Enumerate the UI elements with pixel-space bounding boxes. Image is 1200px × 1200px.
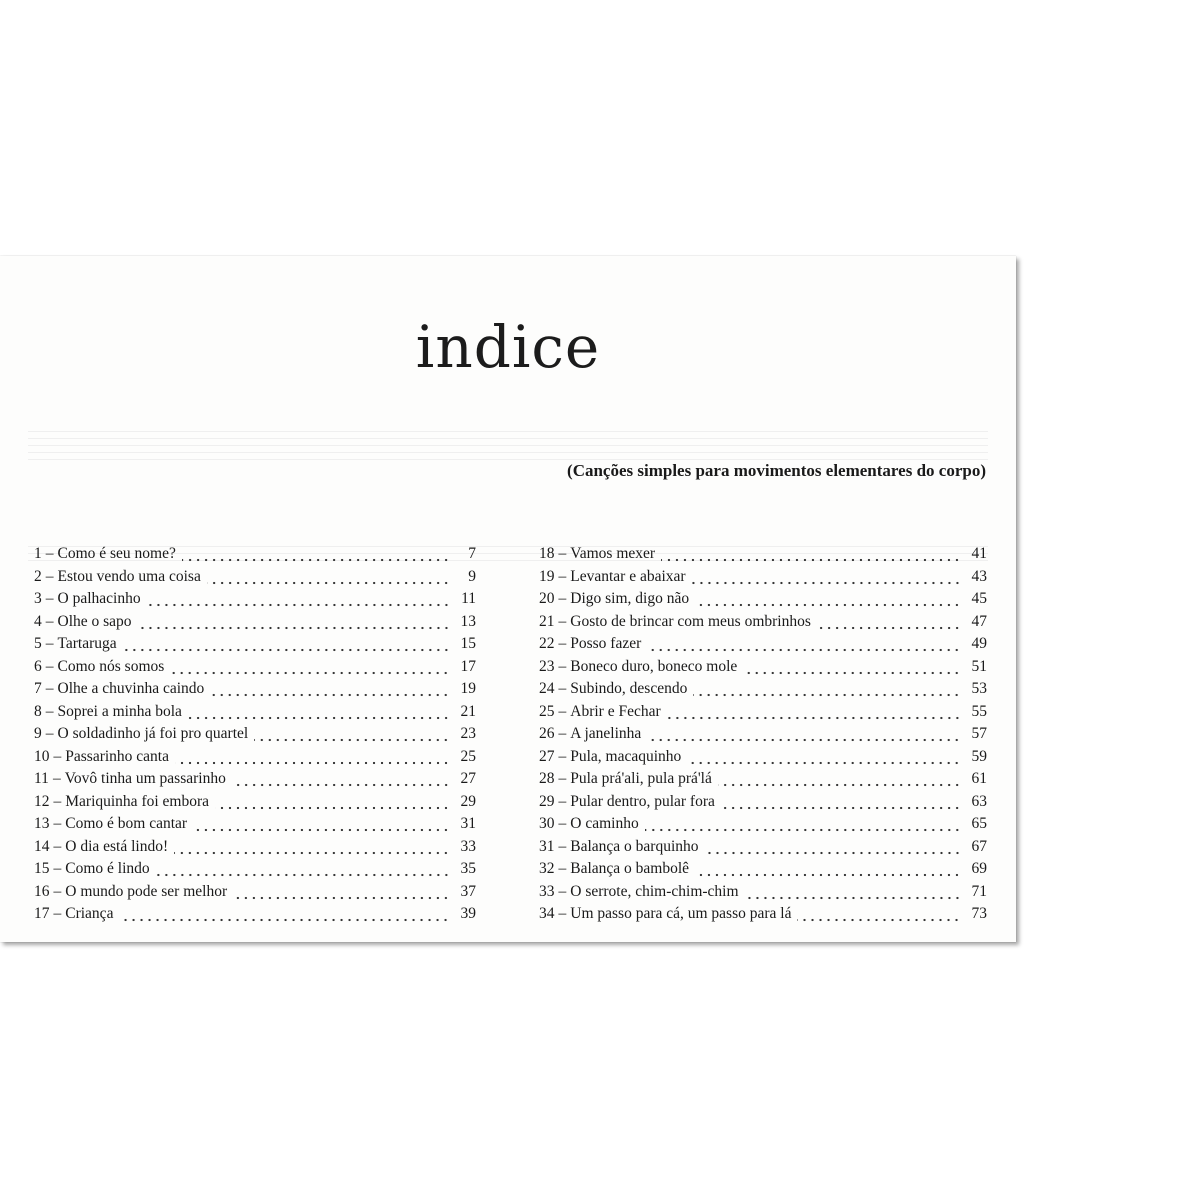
toc-entry <box>34 590 476 613</box>
dot-leader <box>254 737 450 743</box>
toc-entry <box>34 680 476 703</box>
toc-entry-title: Passarinho canta <box>65 747 169 765</box>
toc-entry <box>34 658 476 681</box>
toc-entry-title: O mundo pode ser melhor <box>65 882 228 900</box>
dot-leader <box>232 782 450 788</box>
toc-entry-number: 15 <box>34 860 50 877</box>
toc-entry-page: 29 <box>460 792 476 810</box>
toc-entry-dash: – <box>558 725 567 742</box>
dot-leader <box>817 625 961 631</box>
toc-entry-page: 61 <box>971 770 987 787</box>
toc-entry <box>539 860 987 883</box>
toc-entry-dash: – <box>558 545 567 562</box>
toc-entry-dash: – <box>558 882 567 900</box>
toc-entry-dash: – <box>53 792 62 810</box>
toc-entry-number: 20 <box>539 590 555 607</box>
toc-entry <box>539 613 987 636</box>
toc-entry-number: 13 <box>34 815 50 832</box>
toc-entry-dash: – <box>53 747 62 765</box>
toc-entry <box>539 703 987 726</box>
toc-entry-dash: – <box>558 792 567 810</box>
toc-entry-page: 57 <box>971 725 987 742</box>
dot-leader <box>119 917 450 923</box>
toc-entry-number: 28 <box>539 770 555 787</box>
toc-entry-dash: – <box>558 702 567 720</box>
toc-entry-title: Digo sim, digo não <box>570 590 690 607</box>
toc-entry-number: 18 <box>539 545 555 562</box>
toc-entry-number: 33 <box>539 882 555 900</box>
toc-entry-page: 27 <box>460 770 476 787</box>
toc-entry-title: O palhacinho <box>57 590 141 607</box>
toc-entry-number: 19 <box>539 567 555 585</box>
toc-entry-dash: – <box>52 770 61 787</box>
dot-leader <box>170 670 450 676</box>
toc-entry <box>34 883 476 906</box>
toc-entry <box>34 860 476 883</box>
toc-entry <box>539 590 987 613</box>
toc-entry-number: 22 <box>539 635 555 652</box>
toc-entry <box>34 613 476 636</box>
dot-leader <box>721 805 961 811</box>
dot-leader <box>695 872 961 878</box>
toc-entry-dash: – <box>558 837 567 855</box>
toc-entry-number: 14 <box>34 837 50 855</box>
toc-entry-title: Subindo, descendo <box>570 680 688 697</box>
toc-entry-page: 67 <box>971 837 987 855</box>
toc-entry-page: 71 <box>971 882 987 900</box>
toc-entry-page: 41 <box>971 545 987 562</box>
toc-entry-title: Pular dentro, pular fora <box>570 792 715 810</box>
toc-entry-title: Como nós somos <box>57 657 165 675</box>
toc-entry-number: 3 <box>34 590 42 607</box>
toc-entry-title: Tartaruga <box>57 635 117 652</box>
toc-entry-page: 33 <box>460 837 476 855</box>
toc-entry-number: 4 <box>34 612 42 630</box>
toc-entry-title: Balança o bambolê <box>570 860 690 877</box>
toc-entry <box>539 680 987 703</box>
toc-entry-page: 23 <box>460 725 476 742</box>
toc-entry-page: 65 <box>971 815 987 832</box>
dot-leader <box>138 625 450 631</box>
toc-entry-title: Pula, macaquinho <box>570 747 682 765</box>
toc-entry-number: 27 <box>539 747 555 765</box>
toc-entry-title: Como é seu nome? <box>57 545 176 562</box>
toc-entry-page: 53 <box>971 680 987 697</box>
toc-entry-number: 16 <box>34 882 50 900</box>
toc-entry-number: 24 <box>539 680 555 697</box>
toc-entry-number: 10 <box>34 747 50 765</box>
toc-entry-title: O serrote, chim-chim-chim <box>570 882 739 900</box>
dot-leader <box>647 737 961 743</box>
toc-entry-dash: – <box>45 545 54 562</box>
dot-leader <box>645 827 961 833</box>
toc-entry-dash: – <box>53 905 62 922</box>
toc-entry-page: 43 <box>971 567 987 585</box>
toc-entry-title: Olhe a chuvinha caindo <box>57 680 205 697</box>
toc-entry-number: 12 <box>34 792 50 810</box>
toc-entry-page: 63 <box>971 792 987 810</box>
toc-entry-page: 45 <box>971 590 987 607</box>
toc-entry-number: 23 <box>539 657 555 675</box>
toc-entry <box>539 658 987 681</box>
toc-entry-dash: – <box>45 680 54 697</box>
toc-entry <box>34 725 476 748</box>
toc-entry-number: 7 <box>34 680 42 697</box>
toc-entry-dash: – <box>558 815 567 832</box>
toc-entry-page: 15 <box>460 635 476 652</box>
toc-entry-dash: – <box>558 612 567 630</box>
dot-leader <box>647 647 961 653</box>
toc-entry-title: Soprei a minha bola <box>57 702 182 720</box>
bleed-through-staff <box>28 452 988 453</box>
toc-entry-dash: – <box>558 680 567 697</box>
toc-entry-number: 32 <box>539 860 555 877</box>
dot-leader <box>743 670 961 676</box>
toc-entry-dash: – <box>45 567 54 585</box>
toc-entry-dash: – <box>558 905 567 922</box>
toc-entry-page: 19 <box>460 680 476 697</box>
dot-leader <box>175 760 450 766</box>
toc-entry-title: Olhe o sapo <box>57 612 132 630</box>
toc-entry-page: 11 <box>461 590 476 607</box>
toc-entry-page: 47 <box>971 612 987 630</box>
toc-entry <box>539 883 987 906</box>
toc-entry-dash: – <box>558 770 567 787</box>
bleed-through-staff <box>28 431 988 432</box>
toc-entry-dash: – <box>558 860 567 877</box>
toc-entry <box>539 793 987 816</box>
dot-leader <box>705 850 961 856</box>
dot-leader <box>718 782 961 788</box>
toc-entry-title: Vamos mexer <box>570 545 656 562</box>
toc-entry <box>34 793 476 816</box>
toc-entry-title: Pula prá'ali, pula prá'lá <box>570 770 712 787</box>
toc-entry-number: 8 <box>34 702 42 720</box>
toc-entry-dash: – <box>45 590 54 607</box>
toc-entry-number: 29 <box>539 792 555 810</box>
toc-entry-title: O soldadinho já foi pro quartel <box>57 725 249 742</box>
toc-entry-dash: – <box>45 612 54 630</box>
dot-leader <box>188 715 450 721</box>
toc-entry <box>539 815 987 838</box>
toc-column-right <box>539 545 987 928</box>
toc-entry-dash: – <box>45 635 54 652</box>
toc-entry-title: O dia está lindo! <box>65 837 169 855</box>
toc-entry-title: Vovô tinha um passarinho <box>64 770 226 787</box>
toc-entry <box>539 770 987 793</box>
dot-leader <box>797 917 961 923</box>
toc-entry-page: 55 <box>971 702 987 720</box>
toc-entry-number: 5 <box>34 635 42 652</box>
dot-leader <box>123 647 450 653</box>
toc-entry-dash: – <box>53 860 62 877</box>
toc-entry <box>539 545 987 568</box>
dot-leader <box>156 872 450 878</box>
toc-entry-dash: – <box>53 882 62 900</box>
page-title: indice <box>415 312 601 381</box>
toc-entry-title: A janelinha <box>570 725 642 742</box>
toc-entry-title: Abrir e Fechar <box>570 702 661 720</box>
toc-entry-title: Como é lindo <box>65 860 150 877</box>
toc-entry-page: 69 <box>971 860 987 877</box>
toc-entry-dash: – <box>558 590 567 607</box>
toc-entry-number: 25 <box>539 702 555 720</box>
toc-entry-number: 21 <box>539 612 555 630</box>
dot-leader <box>233 895 450 901</box>
toc-entry-page: 35 <box>460 860 476 877</box>
toc-entry-dash: – <box>45 657 54 675</box>
toc-entry-title: Balança o barquinho <box>570 837 699 855</box>
toc-entry-number: 17 <box>34 905 50 922</box>
dot-leader <box>147 602 450 608</box>
toc-entry-page: 31 <box>460 815 476 832</box>
toc-entry <box>34 545 476 568</box>
toc-entry-number: 31 <box>539 837 555 855</box>
toc-entry <box>34 838 476 861</box>
toc-entry-number: 2 <box>34 567 42 585</box>
toc-entry-page: 21 <box>460 702 476 720</box>
dot-leader <box>174 850 450 856</box>
bleed-through-staff <box>28 445 988 446</box>
toc-entry-title: Estou vendo uma coisa <box>57 567 201 585</box>
dot-leader <box>687 760 961 766</box>
dot-leader <box>693 692 961 698</box>
toc-entry-dash: – <box>558 747 567 765</box>
toc-column-left <box>34 545 476 928</box>
toc-entry-page: 7 <box>468 545 476 562</box>
toc-entry-title: Boneco duro, boneco mole <box>570 657 738 675</box>
toc-entry-dash: – <box>53 815 62 832</box>
toc-entry-title: O caminho <box>570 815 639 832</box>
toc-entry <box>34 905 476 928</box>
dot-leader <box>661 557 961 563</box>
toc-entry-page: 17 <box>460 657 476 675</box>
toc-entry-page: 59 <box>971 747 987 765</box>
dot-leader <box>182 557 450 563</box>
toc-entry-number: 6 <box>34 657 42 675</box>
dot-leader <box>745 895 961 901</box>
dot-leader <box>207 580 450 586</box>
toc-entry-title: Levantar e abaixar <box>570 567 686 585</box>
toc-entry-title: Mariquinha foi embora <box>65 792 210 810</box>
dot-leader <box>695 602 961 608</box>
toc-entry <box>34 748 476 771</box>
dot-leader <box>692 580 961 586</box>
toc-entry-page: 51 <box>971 657 987 675</box>
toc-entry-title: Posso fazer <box>570 635 642 652</box>
toc-entry-title: Criança <box>65 905 114 922</box>
bleed-through-staff <box>28 459 988 460</box>
toc-entry-page: 9 <box>468 567 476 585</box>
toc-entry-title: Gosto de brincar com meus ombrinhos <box>570 612 811 630</box>
toc-entry-page: 13 <box>460 612 476 630</box>
toc-entry-page: 25 <box>460 747 476 765</box>
toc-entry <box>539 635 987 658</box>
toc-entry-dash: – <box>45 725 54 742</box>
toc-entry-title: Um passo para cá, um passo para lá <box>570 905 792 922</box>
toc-entry-dash: – <box>558 657 567 675</box>
toc-entry-number: 1 <box>34 545 42 562</box>
toc-entry-title: Como é bom cantar <box>65 815 188 832</box>
toc-entry <box>34 703 476 726</box>
toc-entry <box>539 725 987 748</box>
dot-leader <box>210 692 450 698</box>
toc-entry-number: 9 <box>34 725 42 742</box>
toc-entry <box>34 635 476 658</box>
toc-entry-dash: – <box>558 567 567 585</box>
toc-entry-number: 34 <box>539 905 555 922</box>
toc-entry <box>539 838 987 861</box>
toc-entry-dash: – <box>45 702 54 720</box>
toc-entry <box>539 568 987 591</box>
toc-entry <box>34 815 476 838</box>
book-page <box>0 256 1016 942</box>
toc-entry-page: 49 <box>971 635 987 652</box>
toc-entry-dash: – <box>53 837 62 855</box>
dot-leader <box>215 805 450 811</box>
toc-entry-number: 11 <box>34 770 49 787</box>
toc-entry-dash: – <box>558 635 567 652</box>
toc-entry-number: 26 <box>539 725 555 742</box>
toc-entry-page: 39 <box>460 905 476 922</box>
toc-entry <box>34 770 476 793</box>
toc-entry <box>539 748 987 771</box>
toc-entry-page: 73 <box>971 905 987 922</box>
toc-entry-page: 37 <box>460 882 476 900</box>
toc-entry <box>539 905 987 928</box>
toc-entry <box>34 568 476 591</box>
bleed-through-staff <box>28 438 988 439</box>
dot-leader <box>193 827 450 833</box>
dot-leader <box>667 715 961 721</box>
toc-entry-number: 30 <box>539 815 555 832</box>
page-subtitle: (Canções simples para movimentos elementares do corpo) <box>567 461 986 480</box>
